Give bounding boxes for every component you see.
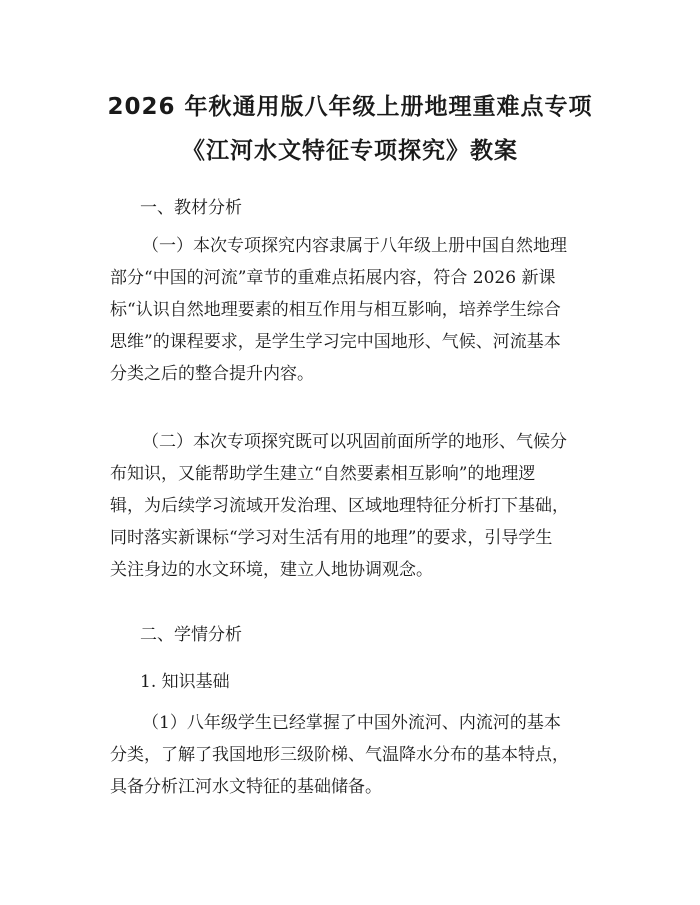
paragraph-line: 布知识，又能帮助学生建立“自然要素相互影响”的地理逻	[110, 464, 536, 484]
paragraph-line: 分类，了解了我国地形三级阶梯、气温降水分布的基本特点，	[110, 745, 569, 765]
paragraph-line: 标“认识自然地理要素的相互作用与相互影响，培养学生综合	[110, 300, 561, 320]
paragraph-line: 思维”的课程要求，是学生学习完中国地形、气候、河流基本	[110, 332, 561, 352]
paragraph-line: 具备分析江河水文特征的基础储备。	[110, 777, 382, 797]
paragraph-line: 同时落实新课标“学习对生活有用的地理”的要求，引导学生	[110, 528, 553, 548]
document-title-line-1: 2026 年秋通用版八年级上册地理重难点专项	[107, 94, 593, 120]
subsection-heading-knowledge-base: 1. 知识基础	[140, 672, 230, 692]
paragraph-line: 关注身边的水文环境，建立人地协调观念。	[110, 560, 433, 580]
paragraph-1	[110, 230, 605, 390]
paragraph-line: （二）本次专项探究既可以巩固前面所学的地形、气候分	[142, 432, 567, 452]
paragraph-line: 分类之后的整合提升内容。	[110, 364, 314, 384]
paragraph-line: （一）本次专项探究内容隶属于八年级上册中国自然地理	[142, 236, 567, 256]
paragraph-line: 部分“中国的河流”章节的重难点拓展内容，符合 2026 新课	[110, 268, 556, 288]
paragraph-line: 辑，为后续学习流域开发治理、区域地理特征分析打下基础，	[110, 496, 569, 516]
section-heading-learner-analysis: 二、学情分析	[140, 625, 242, 645]
paragraph-2	[110, 426, 605, 586]
paragraph-3	[110, 707, 605, 803]
section-heading-teaching-material: 一、教材分析	[140, 198, 242, 218]
document-title-line-2: 《江河水文特征专项探究》教案	[182, 138, 518, 164]
paragraph-line: （1）八年级学生已经掌握了中国外流河、内流河的基本	[142, 713, 561, 733]
